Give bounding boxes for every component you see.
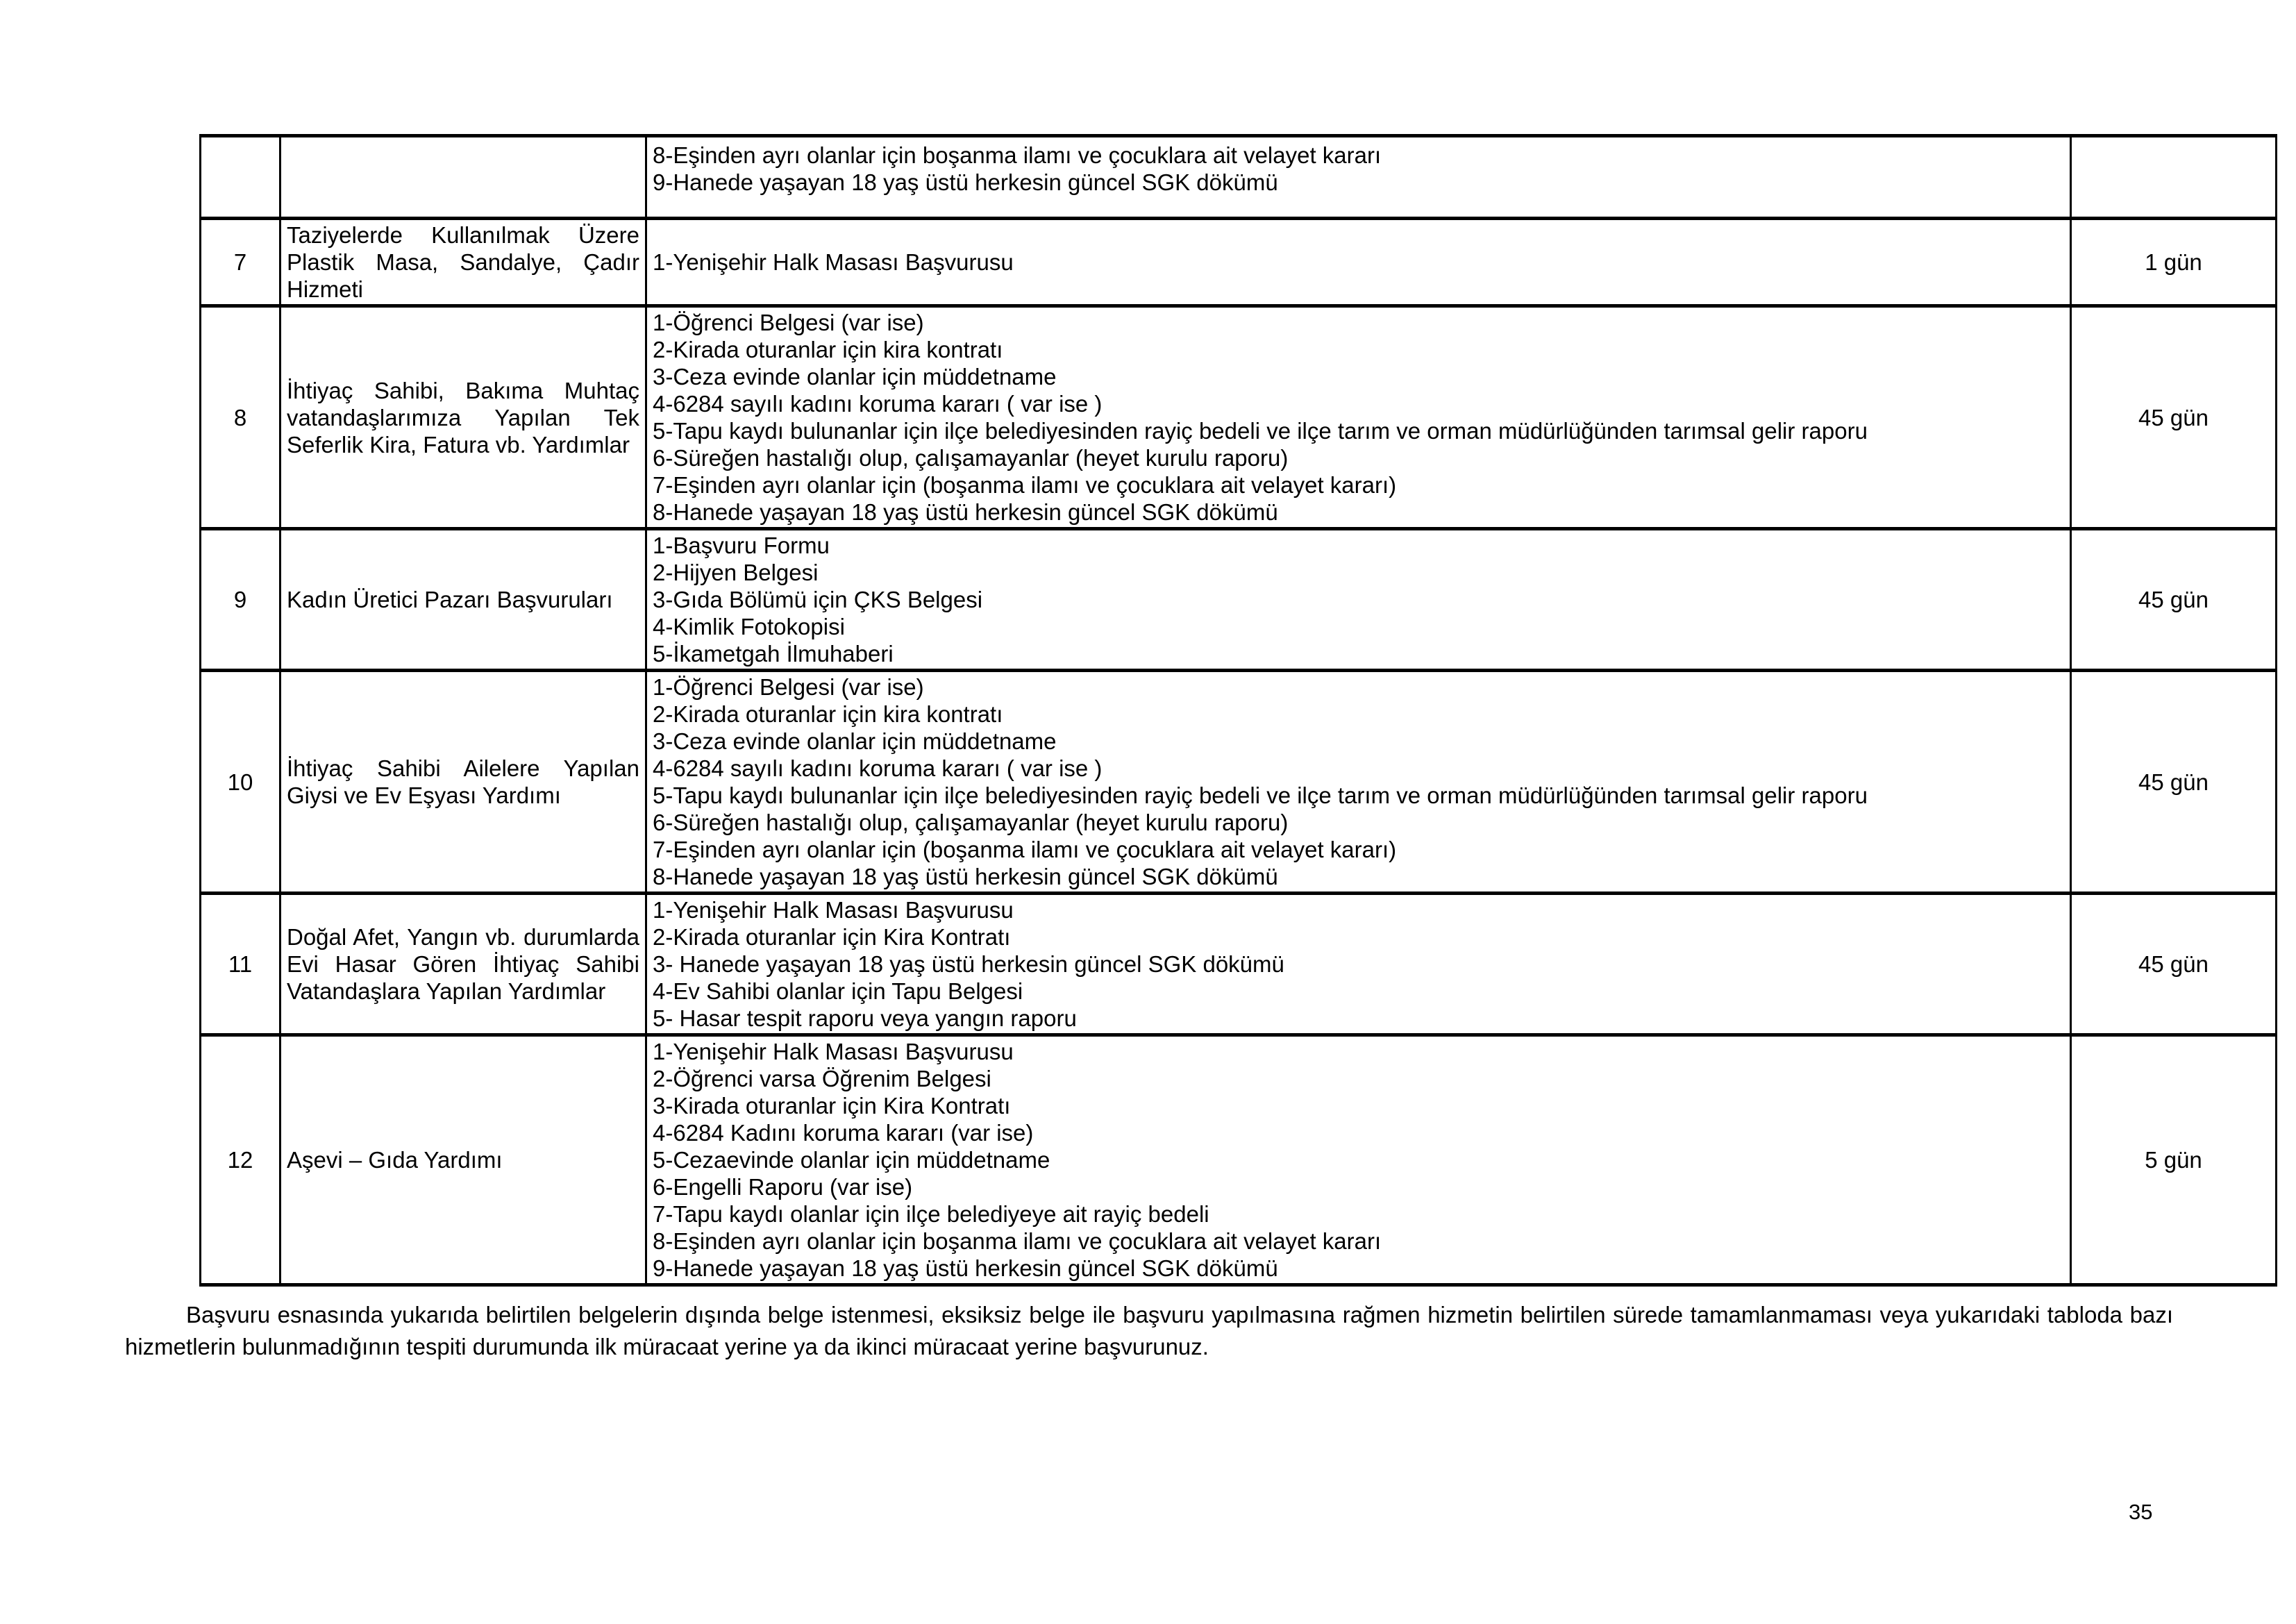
duration-cell: 45 gün	[2071, 894, 2277, 1035]
document-line: 2-Kirada oturanlar için kira kontratı	[653, 701, 1003, 727]
footer-note: Başvuru esnasında yukarıda belirtilen belgelerin dışında belge istenmesi, eksiksiz belge ile başvuru yapılmasına rağmen hizmetin belirtilen sürede tamamlanmaması veya yukarıdaki tabloda bazı hizmetlerin bulunmadığının tespiti durumunda ilk müracaat yerine ya da ikinci müracaat yerine başvurunuz.	[125, 1302, 2173, 1359]
page-number: 35	[2129, 1500, 2153, 1524]
document-line: 3- Hanede yaşayan 18 yaş üstü herkesin güncel SGK dökümü	[653, 951, 1284, 977]
document-line: 8-Hanede yaşayan 18 yaş üstü herkesin güncel SGK dökümü	[653, 499, 1278, 525]
document-line: 6-Süreğen hastalığı olup, çalışamayanlar (heyet kurulu raporu)	[653, 445, 1289, 471]
document-line: 1-Yenişehir Halk Masası Başvurusu	[653, 249, 1014, 275]
document-line: 5-Tapu kaydı bulunanlar için ilçe belediyesinden rayiç bedeli ve ilçe tarım ve orman müdürlüğünden tarımsal gelir raporu	[653, 418, 1868, 444]
document-line: 1-Başvuru Formu	[653, 533, 830, 558]
service-name-cell: İhtiyaç Sahibi Ailelere Yapılan Giysi ve Ev Eşyası Yardımı	[280, 671, 646, 894]
table-row	[201, 671, 2277, 894]
service-name-cell: İhtiyaç Sahibi, Bakıma Muhtaç vatandaşlarımıza Yapılan Tek Seferlik Kira, Fatura vb. Yardımlar	[280, 306, 646, 529]
service-name-cell: Taziyelerde Kullanılmak Üzere Plastik Masa, Sandalye, Çadır Hizmeti	[280, 219, 646, 306]
table-row	[201, 219, 2277, 306]
row-number-cell: 7	[201, 219, 280, 306]
duration-cell: 45 gün	[2071, 671, 2277, 894]
document-line: 5-İkametgah İlmuhaberi	[653, 641, 894, 667]
row-number-cell: 8	[201, 306, 280, 529]
required-documents-cell	[646, 136, 2071, 219]
row-number-cell: 12	[201, 1035, 280, 1285]
duration-cell: 1 gün	[2071, 219, 2277, 306]
document-line: 3-Ceza evinde olanlar için müddetname	[653, 364, 1057, 390]
document-line: 1-Yenişehir Halk Masası Başvurusu	[653, 897, 1014, 923]
duration-cell	[2071, 136, 2277, 219]
table-row	[201, 894, 2277, 1035]
required-documents-cell	[646, 529, 2071, 671]
document-line: 4-6284 sayılı kadını koruma kararı ( var ise )	[653, 755, 1103, 781]
service-standards-table	[199, 134, 2277, 1287]
document-line: 8-Eşinden ayrı olanlar için boşanma ilamı ve çocuklara ait velayet kararı	[653, 142, 1382, 168]
document-line: 6-Süreğen hastalığı olup, çalışamayanlar (heyet kurulu raporu)	[653, 810, 1289, 835]
document-line: 2-Öğrenci varsa Öğrenim Belgesi	[653, 1066, 991, 1091]
document-line: 9-Hanede yaşayan 18 yaş üstü herkesin güncel SGK dökümü	[653, 169, 1278, 195]
row-number-cell: 9	[201, 529, 280, 671]
document-line: 1-Yenişehir Halk Masası Başvurusu	[653, 1039, 1014, 1064]
service-name-cell: Doğal Afet, Yangın vb. durumlarda Evi Hasar Gören İhtiyaç Sahibi Vatandaşlara Yapılan Yardımlar	[280, 894, 646, 1035]
document-line: 9-Hanede yaşayan 18 yaş üstü herkesin güncel SGK dökümü	[653, 1255, 1278, 1281]
document-line: 3-Gıda Bölümü için ÇKS Belgesi	[653, 587, 983, 612]
duration-cell: 5 gün	[2071, 1035, 2277, 1285]
document-line: 7-Eşinden ayrı olanlar için (boşanma ilamı ve çocuklara ait velayet kararı)	[653, 837, 1397, 862]
document-line: 6-Engelli Raporu (var ise)	[653, 1174, 913, 1200]
document-line: 3-Ceza evinde olanlar için müddetname	[653, 728, 1057, 754]
required-documents-cell	[646, 671, 2071, 894]
document-line: 2-Kirada oturanlar için kira kontratı	[653, 337, 1003, 362]
table-row	[201, 306, 2277, 529]
service-name-cell: Aşevi – Gıda Yardımı	[280, 1035, 646, 1285]
document-line: 1-Öğrenci Belgesi (var ise)	[653, 310, 924, 335]
document-line: 2-Hijyen Belgesi	[653, 560, 819, 585]
required-documents-cell	[646, 894, 2071, 1035]
document-line: 3-Kirada oturanlar için Kira Kontratı	[653, 1093, 1011, 1119]
document-line: 5- Hasar tespit raporu veya yangın raporu	[653, 1005, 1077, 1031]
required-documents-cell	[646, 219, 2071, 306]
service-name-cell	[280, 136, 646, 219]
document-line: 8-Eşinden ayrı olanlar için boşanma ilamı ve çocuklara ait velayet kararı	[653, 1228, 1382, 1254]
required-documents-cell	[646, 306, 2071, 529]
document-line: 2-Kirada oturanlar için Kira Kontratı	[653, 924, 1011, 950]
document-line: 4-Ev Sahibi olanlar için Tapu Belgesi	[653, 978, 1023, 1004]
row-number-cell	[201, 136, 280, 219]
document-line: 1-Öğrenci Belgesi (var ise)	[653, 674, 924, 700]
table-row	[201, 136, 2277, 219]
required-documents-cell	[646, 1035, 2071, 1285]
document-line: 5-Cezaevinde olanlar için müddetname	[653, 1147, 1050, 1173]
document-line: 7-Eşinden ayrı olanlar için (boşanma ilamı ve çocuklara ait velayet kararı)	[653, 472, 1397, 498]
row-number-cell: 10	[201, 671, 280, 894]
table-row	[201, 529, 2277, 671]
duration-cell: 45 gün	[2071, 529, 2277, 671]
document-line: 4-6284 sayılı kadını koruma kararı ( var ise )	[653, 391, 1103, 417]
document-line: 4-Kimlik Fotokopisi	[653, 614, 845, 639]
document-line: 7-Tapu kaydı olanlar için ilçe belediyeye ait rayiç bedeli	[653, 1201, 1209, 1227]
table-row	[201, 1035, 2277, 1285]
row-number-cell: 11	[201, 894, 280, 1035]
duration-cell: 45 gün	[2071, 306, 2277, 529]
document-line: 8-Hanede yaşayan 18 yaş üstü herkesin güncel SGK dökümü	[653, 864, 1278, 889]
service-name-cell: Kadın Üretici Pazarı Başvuruları	[280, 529, 646, 671]
document-line: 4-6284 Kadını koruma kararı (var ise)	[653, 1120, 1034, 1146]
document-line: 5-Tapu kaydı bulunanlar için ilçe belediyesinden rayiç bedeli ve ilçe tarım ve orman müdürlüğünden tarımsal gelir raporu	[653, 782, 1868, 808]
